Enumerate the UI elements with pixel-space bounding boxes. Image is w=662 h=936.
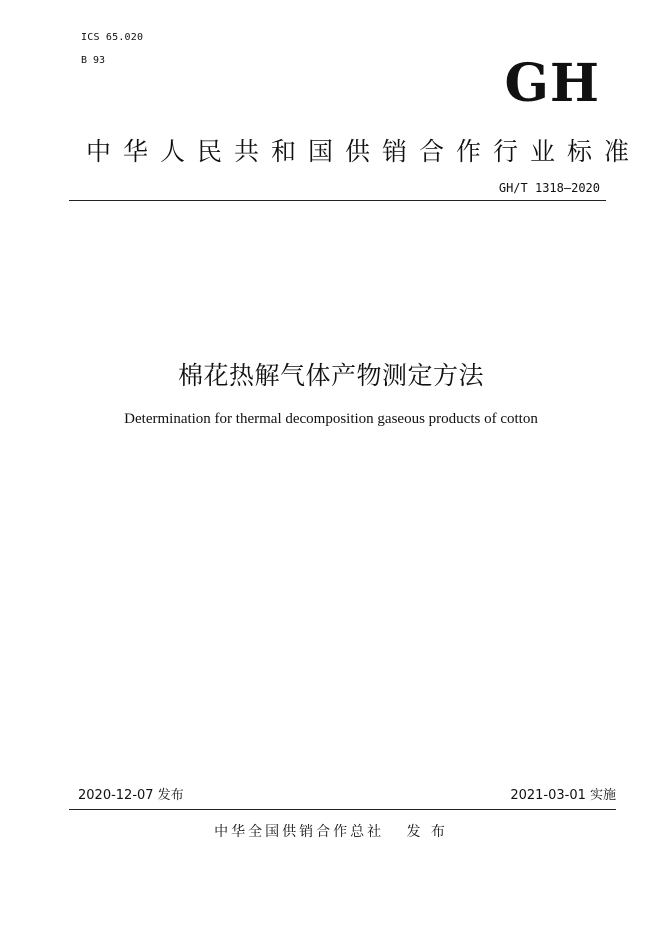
document-title-zh: 棉花热解气体产物测定方法: [177, 361, 484, 390]
ccs-code: B 93: [81, 55, 106, 66]
header-divider: [69, 200, 606, 201]
gh-logo: GH: [504, 53, 600, 114]
standard-type-title: 中华人民共和国供销合作行业标准: [86, 137, 642, 166]
standard-code: GH/T 1318—2020: [498, 181, 600, 195]
document-title-en: Determination for thermal decomposition gaseous products of cotton: [124, 411, 538, 427]
issue-date: 2020-12-07 发布: [78, 788, 184, 803]
ics-code: ICS 65.020: [81, 32, 144, 43]
footer-divider: [69, 809, 616, 810]
issuer: 中华全国供销合作总社 发 布: [214, 824, 448, 840]
implementation-date: 2021-03-01 实施: [510, 788, 616, 803]
